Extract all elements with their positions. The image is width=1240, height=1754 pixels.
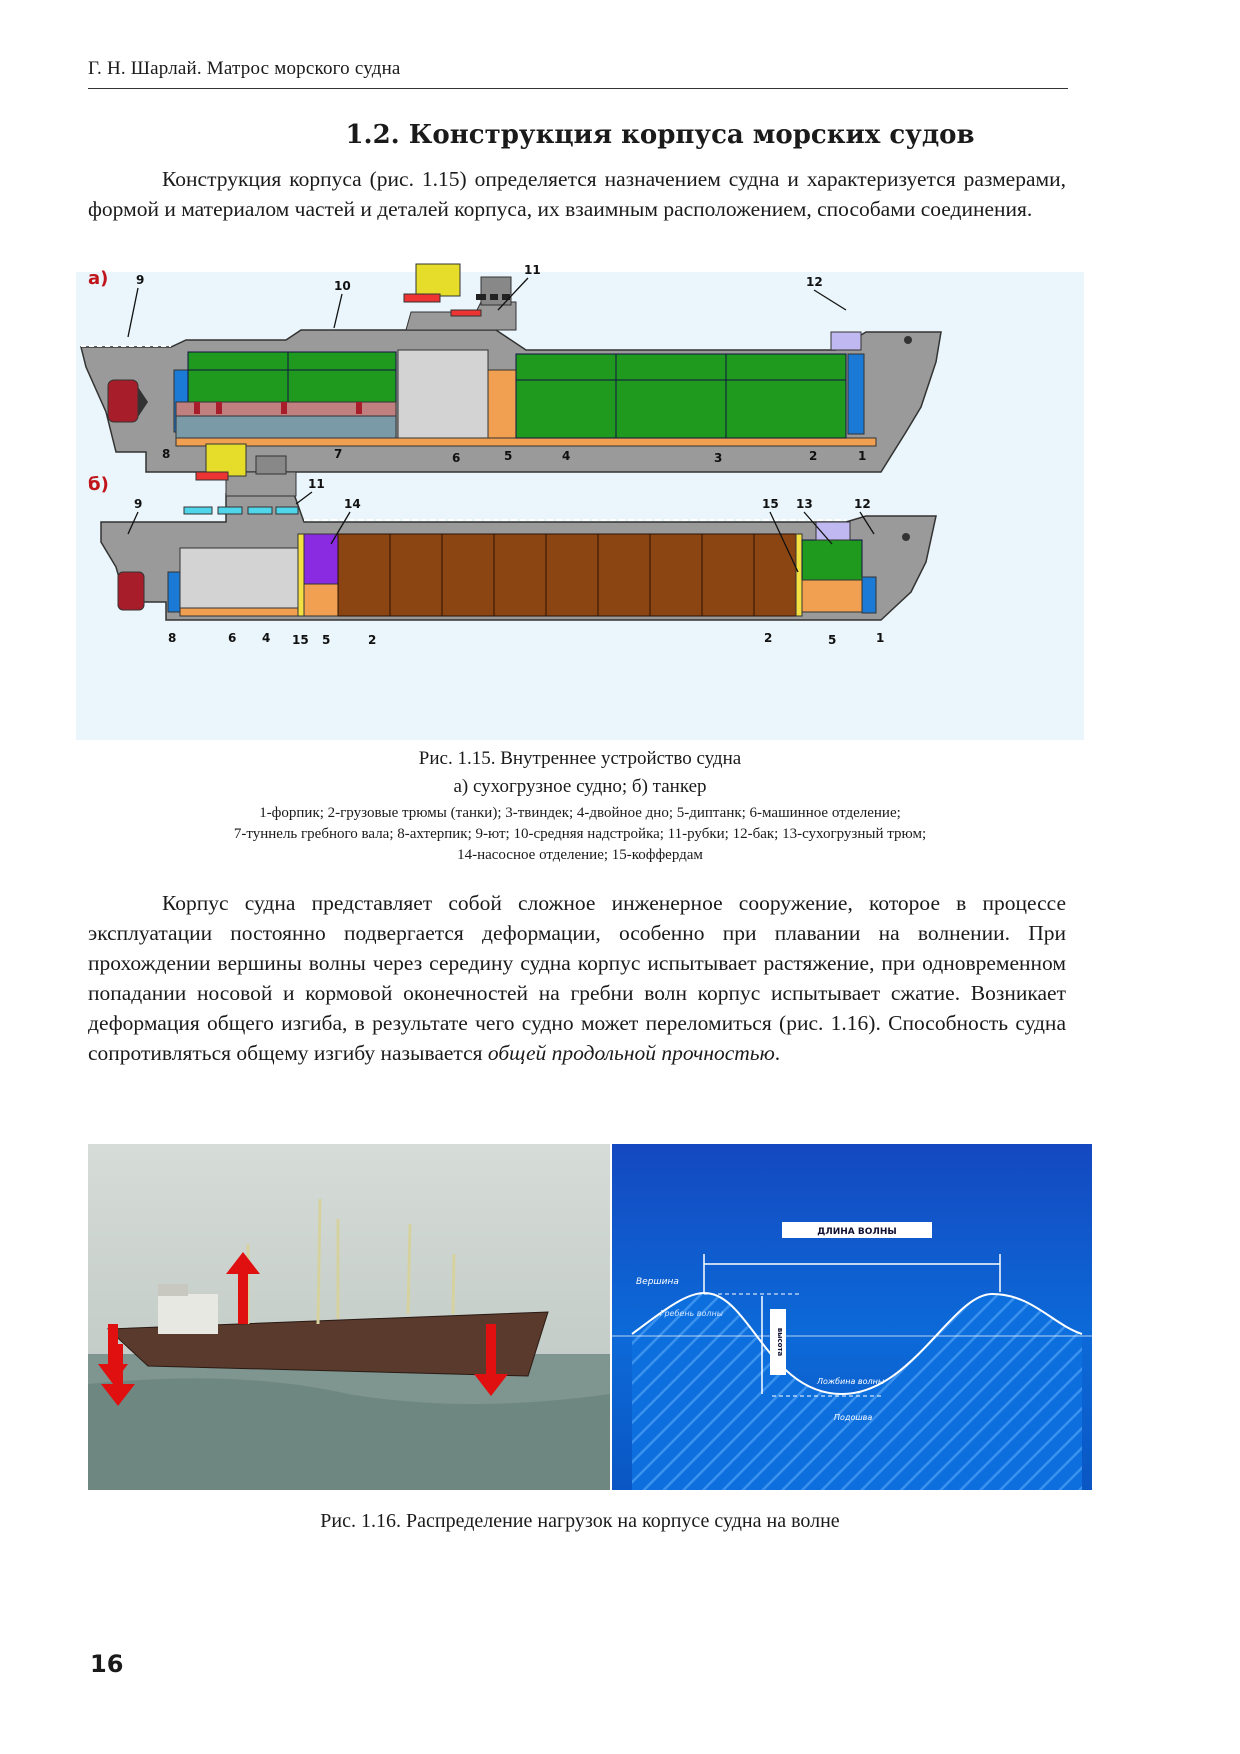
callout-b-15-bottom: 15: [292, 633, 309, 647]
ship-b-engine-room: [180, 548, 298, 608]
callout-a-2: 2: [809, 449, 818, 463]
callout-b-1: 1: [876, 631, 885, 645]
body-end: .: [774, 1041, 781, 1065]
running-head: Г. Н. Шарлай. Матрос морского судна: [88, 58, 401, 79]
ship-b-cargo-tanks: [338, 534, 796, 616]
callout-a-6: 6: [452, 451, 461, 465]
body-paragraph: [88, 888, 1066, 1068]
ship-a-hold-fwd-2: [616, 354, 726, 438]
fig-label-b: б): [88, 474, 109, 495]
ship-a-hold-fwd-1: [516, 354, 616, 438]
ship-a-forecastle: [831, 332, 861, 350]
callout-b-4: 4: [262, 631, 271, 645]
body-text: Корпус судна представляет собой сложное инженерное сооружение, которое в процессе эксплуатации постоянно подвергается деформации, особенно при плавании на волнении. При прохождении вершины волны через середину судна корпус испытывает растяжение, при одновременном попадании носовой и кормовой оконечностей на гребни волн корпус испытывает сжатие. Возникает деформация общего изгиба, в результате чего судно может переломиться (рис. 1.16). Способность судна сопротивляться общему изгибу называется: [88, 891, 1066, 1065]
callout-a-10: 10: [334, 279, 351, 293]
ship-b-cofferdam-aft: [298, 534, 304, 616]
callout-b-14: 14: [344, 497, 361, 511]
callout-a-7: 7: [334, 447, 343, 461]
ship-b-aft-peak: [168, 572, 180, 612]
body-emphasis: общей продольной прочностью: [487, 1041, 775, 1065]
wave-height-label: высота: [776, 1327, 784, 1357]
intro-paragraph: Конструкция корпуса (рис. 1.15) определяется назначением судна и характеризуется размерами, формой и материалом частей и деталей корпуса, их взаимным расположением, способами соединения.: [88, 167, 1066, 221]
page-number: 16: [90, 1650, 124, 1678]
ship-photo: [88, 1144, 610, 1490]
callout-b-12: 12: [854, 497, 871, 511]
ship-b-funnel: [206, 444, 246, 476]
ship-b-deep-tank-fwd: [802, 580, 862, 612]
legend-line-3: 14-насосное отделение; 15-коффердам: [457, 847, 703, 863]
figure-116-caption: Рис. 1.16. Распределение нагрузок на корпусе судна на волне: [320, 1510, 840, 1532]
callout-b-5: 5: [322, 633, 331, 647]
callout-b-5-fwd: 5: [828, 633, 837, 647]
crest-label: Вершина: [636, 1277, 679, 1287]
callout-a-9: 9: [136, 273, 145, 287]
figure-115-caption: Рис. 1.15. Внутреннее устройство судна: [418, 748, 742, 769]
callout-a-5: 5: [504, 449, 513, 463]
callout-b-9: 9: [134, 497, 143, 511]
ship-a-deep-tank: [488, 370, 516, 440]
callout-a-3: 3: [714, 451, 723, 465]
callout-b-15: 15: [762, 497, 779, 511]
ship-b-fore-peak: [862, 577, 876, 613]
ship-a-funnel: [416, 264, 460, 296]
bottom-label: Подошва: [834, 1413, 873, 1422]
ship-a-engine-room: [398, 350, 488, 440]
ship-a-rudder: [108, 380, 138, 422]
callout-b-11: 11: [308, 477, 325, 491]
legend-line-2: 7-туннель гребного вала; 8-ахтерпик; 9-ют; 10-средняя надстройка; 11-рубки; 12-бак; 13-сухогрузный трюм;: [233, 826, 927, 842]
legend-line-1: 1-форпик; 2-грузовые трюмы (танки); 3-твиндек; 4-двойное дно; 5-диптанк; 6-машинное отделение;: [259, 805, 901, 821]
callout-a-11: 11: [524, 263, 541, 277]
ship-b-cofferdam-fwd: [796, 534, 802, 616]
ship-a-hold-fwd-3: [726, 354, 846, 438]
wave-length-label: ДЛИНА ВОЛНЫ: [817, 1227, 897, 1237]
callout-b-8: 8: [168, 631, 177, 645]
callout-b-6: 6: [228, 631, 237, 645]
ship-b-dry-hold: [802, 540, 862, 580]
fig-label-a: а): [88, 268, 109, 289]
callout-b-2-fwd: 2: [764, 631, 773, 645]
ship-b-double-bottom-aft: [180, 608, 298, 616]
wave-diagram: [612, 1144, 1092, 1490]
ship-b-rudder: [118, 572, 144, 610]
crest-slope-label: Гребень волны: [660, 1309, 724, 1318]
ship-a-double-bottom: [176, 438, 876, 446]
section-title: 1.2. Конструкция корпуса морских судов: [345, 120, 975, 150]
callout-a-8: 8: [162, 447, 171, 461]
callout-a-1: 1: [858, 449, 867, 463]
figure-115-legend: [76, 803, 1084, 866]
trough-label: Ложбина волны: [817, 1377, 885, 1386]
ship-diagram: [76, 263, 1084, 740]
figure-115-subcaption: а) сухогрузное судно; б) танкер: [453, 776, 707, 797]
figure-ship-cross-section: [76, 263, 1084, 740]
header-rule: [88, 88, 1068, 89]
ship-a-fore-peak: [848, 354, 864, 434]
callout-a-12: 12: [806, 275, 823, 289]
callout-b-13: 13: [796, 497, 813, 511]
callout-b-2: 2: [368, 633, 377, 647]
callout-a-4: 4: [562, 449, 571, 463]
ship-b-deep-tank-aft: [304, 584, 338, 616]
